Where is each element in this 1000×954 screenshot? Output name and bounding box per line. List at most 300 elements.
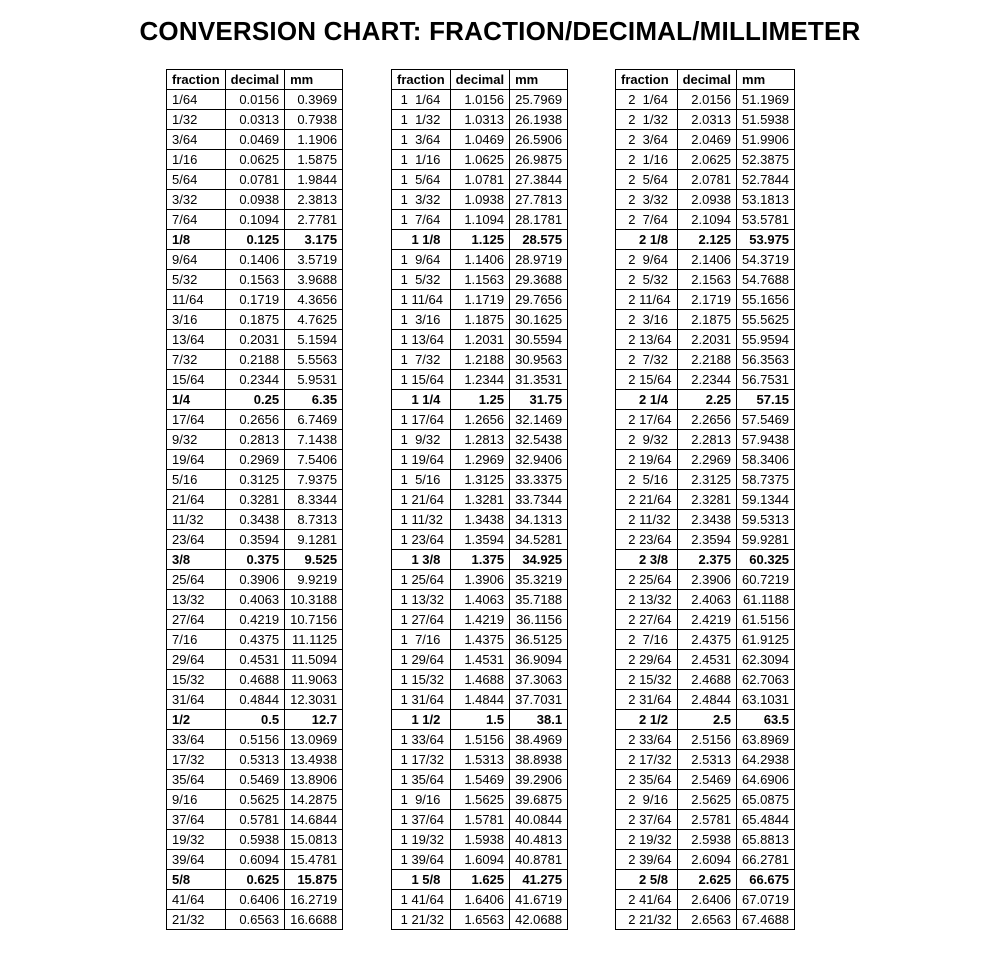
mm-cell: 63.5 xyxy=(737,710,795,730)
mm-cell: 30.5594 xyxy=(510,330,568,350)
mm-cell: 0.3969 xyxy=(285,90,343,110)
table-row xyxy=(392,130,568,150)
decimal-cell: 1.1563 xyxy=(450,270,509,290)
mm-cell: 55.5625 xyxy=(737,310,795,330)
table-row xyxy=(167,710,343,730)
table-row xyxy=(392,170,568,190)
fraction-cell: 9/64 xyxy=(167,250,226,270)
table-row xyxy=(167,170,343,190)
mm-cell: 65.4844 xyxy=(737,810,795,830)
fraction-cell: 13/64 xyxy=(167,330,226,350)
decimal-cell: 2.4531 xyxy=(677,650,736,670)
decimal-cell: 2.3594 xyxy=(677,530,736,550)
fraction-cell: 3/32 xyxy=(167,190,226,210)
decimal-cell: 2.0625 xyxy=(677,150,736,170)
decimal-cell: 2.6563 xyxy=(677,910,736,930)
fraction-cell: 1/16 xyxy=(167,150,226,170)
fraction-cell: 3/8 xyxy=(167,550,226,570)
table-row xyxy=(392,650,568,670)
fraction-cell: 2 21/64 xyxy=(616,490,678,510)
decimal-cell: 0.5 xyxy=(225,710,284,730)
mm-cell: 56.7531 xyxy=(737,370,795,390)
mm-cell: 7.9375 xyxy=(285,470,343,490)
decimal-cell: 1.3281 xyxy=(450,490,509,510)
mm-cell: 25.7969 xyxy=(510,90,568,110)
decimal-cell: 2.625 xyxy=(677,870,736,890)
table-row xyxy=(167,550,343,570)
decimal-cell: 2.2813 xyxy=(677,430,736,450)
decimal-cell: 1.4375 xyxy=(450,630,509,650)
table-row xyxy=(392,490,568,510)
decimal-cell: 1.4063 xyxy=(450,590,509,610)
decimal-cell: 1.1094 xyxy=(450,210,509,230)
fraction-cell: 1 35/64 xyxy=(392,770,451,790)
decimal-cell: 2.0938 xyxy=(677,190,736,210)
decimal-cell: 0.5469 xyxy=(225,770,284,790)
fraction-cell: 1 1/16 xyxy=(392,150,451,170)
mm-cell: 15.0813 xyxy=(285,830,343,850)
mm-cell: 63.8969 xyxy=(737,730,795,750)
mm-cell: 8.3344 xyxy=(285,490,343,510)
table-row xyxy=(392,610,568,630)
fraction-cell: 2 15/32 xyxy=(616,670,678,690)
mm-cell: 1.9844 xyxy=(285,170,343,190)
conversion-table-2-to-3 xyxy=(615,69,795,930)
table-row xyxy=(392,710,568,730)
mm-cell: 28.575 xyxy=(510,230,568,250)
decimal-cell: 2.5156 xyxy=(677,730,736,750)
table-row xyxy=(392,250,568,270)
decimal-cell: 2.4844 xyxy=(677,690,736,710)
mm-cell: 61.5156 xyxy=(737,610,795,630)
table-row xyxy=(167,690,343,710)
fraction-cell: 1 1/4 xyxy=(392,390,451,410)
mm-cell: 33.7344 xyxy=(510,490,568,510)
table-row xyxy=(167,330,343,350)
decimal-cell: 0.5938 xyxy=(225,830,284,850)
mm-cell: 35.3219 xyxy=(510,570,568,590)
decimal-cell: 2.2188 xyxy=(677,350,736,370)
decimal-cell: 0.6094 xyxy=(225,850,284,870)
mm-cell: 4.7625 xyxy=(285,310,343,330)
table-row xyxy=(392,770,568,790)
decimal-cell: 2.375 xyxy=(677,550,736,570)
table-row xyxy=(167,350,343,370)
table-row xyxy=(616,790,795,810)
mm-cell: 5.5563 xyxy=(285,350,343,370)
fraction-cell: 1 23/64 xyxy=(392,530,451,550)
decimal-cell: 0.6563 xyxy=(225,910,284,930)
fraction-cell: 11/32 xyxy=(167,510,226,530)
fraction-cell: 2 33/64 xyxy=(616,730,678,750)
mm-cell: 66.675 xyxy=(737,870,795,890)
mm-cell: 38.1 xyxy=(510,710,568,730)
mm-cell: 57.15 xyxy=(737,390,795,410)
mm-cell: 59.1344 xyxy=(737,490,795,510)
table-row xyxy=(616,150,795,170)
mm-cell: 36.9094 xyxy=(510,650,568,670)
mm-cell: 55.1656 xyxy=(737,290,795,310)
table-row xyxy=(392,570,568,590)
fraction-cell: 1 19/32 xyxy=(392,830,451,850)
mm-cell: 52.3875 xyxy=(737,150,795,170)
table-row xyxy=(167,790,343,810)
mm-cell: 32.5438 xyxy=(510,430,568,450)
decimal-cell: 0.375 xyxy=(225,550,284,570)
fraction-cell: 2 1/16 xyxy=(616,150,678,170)
mm-cell: 1.1906 xyxy=(285,130,343,150)
table-row xyxy=(392,590,568,610)
decimal-cell: 2.3125 xyxy=(677,470,736,490)
decimal-cell: 0.625 xyxy=(225,870,284,890)
decimal-cell: 1.6563 xyxy=(450,910,509,930)
mm-cell: 26.9875 xyxy=(510,150,568,170)
decimal-cell: 0.1406 xyxy=(225,250,284,270)
table-row xyxy=(616,390,795,410)
decimal-cell: 2.0469 xyxy=(677,130,736,150)
fraction-cell: 2 19/64 xyxy=(616,450,678,470)
fraction-cell: 2 3/16 xyxy=(616,310,678,330)
table-header-row xyxy=(392,70,568,90)
decimal-cell: 0.3594 xyxy=(225,530,284,550)
fraction-cell: 2 3/64 xyxy=(616,130,678,150)
fraction-cell: 1/8 xyxy=(167,230,226,250)
table-header-row xyxy=(616,70,795,90)
table-row xyxy=(616,310,795,330)
table-row xyxy=(167,130,343,150)
mm-cell: 10.7156 xyxy=(285,610,343,630)
decimal-cell: 1.6094 xyxy=(450,850,509,870)
decimal-cell: 1.2813 xyxy=(450,430,509,450)
fraction-cell: 1 9/64 xyxy=(392,250,451,270)
decimal-cell: 2.6406 xyxy=(677,890,736,910)
table-row xyxy=(616,90,795,110)
table-row xyxy=(167,110,343,130)
mm-cell: 30.9563 xyxy=(510,350,568,370)
table-row xyxy=(616,370,795,390)
table-row xyxy=(392,110,568,130)
table-row xyxy=(167,370,343,390)
decimal-cell: 2.4375 xyxy=(677,630,736,650)
decimal-cell: 1.2188 xyxy=(450,350,509,370)
mm-cell: 9.525 xyxy=(285,550,343,570)
decimal-cell: 1.5625 xyxy=(450,790,509,810)
fraction-cell: 23/64 xyxy=(167,530,226,550)
mm-cell: 28.9719 xyxy=(510,250,568,270)
table-row xyxy=(167,450,343,470)
table-row xyxy=(392,550,568,570)
mm-cell: 58.7375 xyxy=(737,470,795,490)
mm-cell: 53.975 xyxy=(737,230,795,250)
decimal-cell: 1.0313 xyxy=(450,110,509,130)
mm-cell: 35.7188 xyxy=(510,590,568,610)
fraction-cell: 1 3/64 xyxy=(392,130,451,150)
table-row xyxy=(392,270,568,290)
fraction-cell: 1/64 xyxy=(167,90,226,110)
mm-cell: 31.3531 xyxy=(510,370,568,390)
mm-cell: 56.3563 xyxy=(737,350,795,370)
decimal-cell: 1.2969 xyxy=(450,450,509,470)
table-row xyxy=(167,830,343,850)
mm-cell: 59.5313 xyxy=(737,510,795,530)
header-mm: mm xyxy=(510,70,568,90)
decimal-cell: 2.6094 xyxy=(677,850,736,870)
mm-cell: 62.3094 xyxy=(737,650,795,670)
decimal-cell: 1.1406 xyxy=(450,250,509,270)
fraction-cell: 1/4 xyxy=(167,390,226,410)
decimal-cell: 2.1094 xyxy=(677,210,736,230)
decimal-cell: 0.4531 xyxy=(225,650,284,670)
mm-cell: 9.9219 xyxy=(285,570,343,590)
decimal-cell: 0.4063 xyxy=(225,590,284,610)
table-row xyxy=(392,390,568,410)
table-row xyxy=(616,190,795,210)
fraction-cell: 9/32 xyxy=(167,430,226,450)
mm-cell: 40.4813 xyxy=(510,830,568,850)
mm-cell: 65.0875 xyxy=(737,790,795,810)
header-decimal: decimal xyxy=(677,70,736,90)
table-row xyxy=(616,250,795,270)
fraction-cell: 2 13/32 xyxy=(616,590,678,610)
mm-cell: 15.4781 xyxy=(285,850,343,870)
mm-cell: 0.7938 xyxy=(285,110,343,130)
decimal-cell: 1.5156 xyxy=(450,730,509,750)
mm-cell: 63.1031 xyxy=(737,690,795,710)
table-row xyxy=(616,810,795,830)
decimal-cell: 0.1563 xyxy=(225,270,284,290)
fraction-cell: 1 9/32 xyxy=(392,430,451,450)
decimal-cell: 0.2031 xyxy=(225,330,284,350)
mm-cell: 41.6719 xyxy=(510,890,568,910)
mm-cell: 57.9438 xyxy=(737,430,795,450)
table-row xyxy=(616,590,795,610)
table-row xyxy=(167,310,343,330)
fraction-cell: 1 21/64 xyxy=(392,490,451,510)
decimal-cell: 1.2656 xyxy=(450,410,509,430)
table-row xyxy=(616,710,795,730)
table-row xyxy=(392,810,568,830)
fraction-cell: 1 27/64 xyxy=(392,610,451,630)
mm-cell: 27.7813 xyxy=(510,190,568,210)
mm-cell: 51.5938 xyxy=(737,110,795,130)
fraction-cell: 15/64 xyxy=(167,370,226,390)
fraction-cell: 2 27/64 xyxy=(616,610,678,630)
decimal-cell: 1.0156 xyxy=(450,90,509,110)
table-row xyxy=(616,430,795,450)
mm-cell: 53.5781 xyxy=(737,210,795,230)
decimal-cell: 0.5625 xyxy=(225,790,284,810)
fraction-cell: 1 7/32 xyxy=(392,350,451,370)
fraction-cell: 1 1/32 xyxy=(392,110,451,130)
mm-cell: 67.4688 xyxy=(737,910,795,930)
decimal-cell: 1.0938 xyxy=(450,190,509,210)
mm-cell: 7.5406 xyxy=(285,450,343,470)
mm-cell: 36.1156 xyxy=(510,610,568,630)
table-row xyxy=(392,330,568,350)
table-row xyxy=(616,750,795,770)
table-row xyxy=(616,730,795,750)
fraction-cell: 2 17/64 xyxy=(616,410,678,430)
mm-cell: 61.1188 xyxy=(737,590,795,610)
mm-cell: 66.2781 xyxy=(737,850,795,870)
mm-cell: 29.3688 xyxy=(510,270,568,290)
header-mm: mm xyxy=(737,70,795,90)
decimal-cell: 0.0781 xyxy=(225,170,284,190)
decimal-cell: 2.1406 xyxy=(677,250,736,270)
mm-cell: 51.1969 xyxy=(737,90,795,110)
table-row xyxy=(167,430,343,450)
decimal-cell: 1.5313 xyxy=(450,750,509,770)
decimal-cell: 2.4219 xyxy=(677,610,736,630)
fraction-cell: 1 9/16 xyxy=(392,790,451,810)
fraction-cell: 1 1/64 xyxy=(392,90,451,110)
decimal-cell: 1.1875 xyxy=(450,310,509,330)
mm-cell: 51.9906 xyxy=(737,130,795,150)
mm-cell: 40.8781 xyxy=(510,850,568,870)
header-decimal: decimal xyxy=(450,70,509,90)
fraction-cell: 2 1/64 xyxy=(616,90,678,110)
decimal-cell: 0.1719 xyxy=(225,290,284,310)
table-row xyxy=(616,110,795,130)
fraction-cell: 2 5/16 xyxy=(616,470,678,490)
decimal-cell: 2.2969 xyxy=(677,450,736,470)
table-row xyxy=(616,130,795,150)
mm-cell: 60.7219 xyxy=(737,570,795,590)
header-fraction: fraction xyxy=(392,70,451,90)
mm-cell: 13.8906 xyxy=(285,770,343,790)
mm-cell: 33.3375 xyxy=(510,470,568,490)
mm-cell: 3.9688 xyxy=(285,270,343,290)
decimal-cell: 1.3125 xyxy=(450,470,509,490)
fraction-cell: 41/64 xyxy=(167,890,226,910)
decimal-cell: 1.5781 xyxy=(450,810,509,830)
decimal-cell: 0.5156 xyxy=(225,730,284,750)
fraction-cell: 1 15/64 xyxy=(392,370,451,390)
table-row xyxy=(616,270,795,290)
fraction-cell: 2 5/32 xyxy=(616,270,678,290)
decimal-cell: 1.0469 xyxy=(450,130,509,150)
fraction-cell: 2 7/16 xyxy=(616,630,678,650)
table-row xyxy=(167,390,343,410)
fraction-cell: 1 19/64 xyxy=(392,450,451,470)
decimal-cell: 2.4063 xyxy=(677,590,736,610)
mm-cell: 3.5719 xyxy=(285,250,343,270)
fraction-cell: 1 7/16 xyxy=(392,630,451,650)
table-row xyxy=(392,630,568,650)
fraction-cell: 2 23/64 xyxy=(616,530,678,550)
mm-cell: 38.8938 xyxy=(510,750,568,770)
mm-cell: 4.3656 xyxy=(285,290,343,310)
mm-cell: 8.7313 xyxy=(285,510,343,530)
fraction-cell: 2 3/32 xyxy=(616,190,678,210)
fraction-cell: 2 41/64 xyxy=(616,890,678,910)
fraction-cell: 7/64 xyxy=(167,210,226,230)
fraction-cell: 5/64 xyxy=(167,170,226,190)
fraction-cell: 1 39/64 xyxy=(392,850,451,870)
fraction-cell: 17/64 xyxy=(167,410,226,430)
fraction-cell: 2 1/32 xyxy=(616,110,678,130)
fraction-cell: 2 9/32 xyxy=(616,430,678,450)
fraction-cell: 1 1/2 xyxy=(392,710,451,730)
mm-cell: 27.3844 xyxy=(510,170,568,190)
table-row xyxy=(167,670,343,690)
decimal-cell: 1.2344 xyxy=(450,370,509,390)
table-row xyxy=(392,830,568,850)
fraction-cell: 1 41/64 xyxy=(392,890,451,910)
fraction-cell: 35/64 xyxy=(167,770,226,790)
table-row xyxy=(392,190,568,210)
table-row xyxy=(167,470,343,490)
fraction-cell: 2 7/64 xyxy=(616,210,678,230)
mm-cell: 14.2875 xyxy=(285,790,343,810)
fraction-cell: 13/32 xyxy=(167,590,226,610)
table-row xyxy=(392,210,568,230)
fraction-cell: 1 5/32 xyxy=(392,270,451,290)
decimal-cell: 0.1875 xyxy=(225,310,284,330)
table-row xyxy=(167,770,343,790)
fraction-cell: 1 15/32 xyxy=(392,670,451,690)
table-row xyxy=(616,690,795,710)
fraction-cell: 2 1/4 xyxy=(616,390,678,410)
fraction-cell: 1 3/32 xyxy=(392,190,451,210)
fraction-cell: 1 31/64 xyxy=(392,690,451,710)
fraction-cell: 2 5/64 xyxy=(616,170,678,190)
mm-cell: 12.7 xyxy=(285,710,343,730)
fraction-cell: 2 11/32 xyxy=(616,510,678,530)
decimal-cell: 1.3906 xyxy=(450,570,509,590)
decimal-cell: 0.4844 xyxy=(225,690,284,710)
fraction-cell: 27/64 xyxy=(167,610,226,630)
fraction-cell: 1 5/16 xyxy=(392,470,451,490)
table-row xyxy=(167,490,343,510)
table-row xyxy=(167,510,343,530)
mm-cell: 2.7781 xyxy=(285,210,343,230)
decimal-cell: 0.2344 xyxy=(225,370,284,390)
mm-cell: 39.6875 xyxy=(510,790,568,810)
table-row xyxy=(616,230,795,250)
table-row xyxy=(167,590,343,610)
fraction-cell: 7/16 xyxy=(167,630,226,650)
decimal-cell: 1.0625 xyxy=(450,150,509,170)
decimal-cell: 0.3906 xyxy=(225,570,284,590)
fraction-cell: 1 13/64 xyxy=(392,330,451,350)
fraction-cell: 3/16 xyxy=(167,310,226,330)
decimal-cell: 0.6406 xyxy=(225,890,284,910)
decimal-cell: 1.4219 xyxy=(450,610,509,630)
fraction-cell: 15/32 xyxy=(167,670,226,690)
table-row xyxy=(392,730,568,750)
header-mm: mm xyxy=(285,70,343,90)
decimal-cell: 1.3438 xyxy=(450,510,509,530)
fraction-cell: 3/64 xyxy=(167,130,226,150)
fraction-cell: 5/32 xyxy=(167,270,226,290)
mm-cell: 57.5469 xyxy=(737,410,795,430)
decimal-cell: 2.3438 xyxy=(677,510,736,530)
table-row xyxy=(167,870,343,890)
conversion-table-1-to-2 xyxy=(391,69,568,930)
fraction-cell: 2 21/32 xyxy=(616,910,678,930)
fraction-cell: 19/32 xyxy=(167,830,226,850)
table-row xyxy=(392,690,568,710)
table-row xyxy=(616,630,795,650)
decimal-cell: 0.125 xyxy=(225,230,284,250)
mm-cell: 31.75 xyxy=(510,390,568,410)
table-row xyxy=(392,530,568,550)
decimal-cell: 0.2656 xyxy=(225,410,284,430)
table-row xyxy=(392,850,568,870)
mm-cell: 65.8813 xyxy=(737,830,795,850)
mm-cell: 16.2719 xyxy=(285,890,343,910)
